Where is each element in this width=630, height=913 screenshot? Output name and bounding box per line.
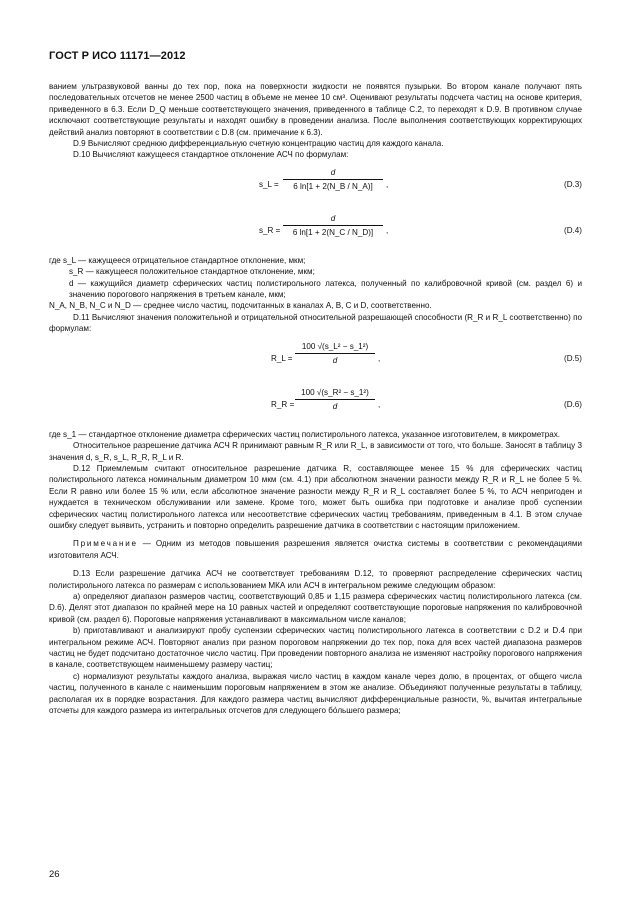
page-body xyxy=(49,81,582,716)
note-label: Примечание xyxy=(73,539,138,549)
formula-d4-fraction xyxy=(283,213,383,239)
legend-sl: где s_L — кажущееся отрицательное стандартное отклонение, мкм; xyxy=(49,255,306,265)
formula-d5-lhs: R_L = xyxy=(271,353,293,363)
formula-d6-number: (D.6) xyxy=(564,399,582,409)
paragraph-d12: D.12 Приемлемым считают относительное разрешение датчика R, составляющее менее 15 % для сферических частиц полистирольного латекса номинальным диаметром 10 мкм (см. 4.1) при абсолютном значении разности между R_R и R_L не более 5 %. Если R равно или более 15 % или, если абсолютное значение разности между R_R и R_L составляет более 5 %, то АСЧ непригоден и нуждается в техническом обслуживании или замене. Кроме того, может быть ошибка при подготовке и анализе проб суспензии сферических частиц полистирольного латекса или несоответствие сферических частиц требованиям, приведенным в 4.1. В этом случае ошибку следует выявить, устранить и повторно определить разрешение датчика в соответствии с настоящим приложением. xyxy=(49,463,582,530)
formula-d6-numerator: 100 √(s_R² − s_1²) xyxy=(301,387,369,397)
formula-d6-tail: , xyxy=(378,399,381,409)
formula-d6-fraction xyxy=(295,387,375,413)
formula-d5 xyxy=(49,341,582,381)
formula-d4-denominator: 6 ln[1 + 2(N_C / N_D)] xyxy=(292,228,374,238)
paragraph-d9: D.9 Вычисляют среднюю дифференциальную счетную концентрацию частиц для каждого канала. xyxy=(73,139,444,149)
formula-d5-number: (D.5) xyxy=(564,353,582,363)
standard-title: ГОСТ Р ИСО 11171—2012 xyxy=(49,50,186,62)
formula-d3-tail: , xyxy=(386,179,389,189)
formula-d4-tail: , xyxy=(386,225,389,235)
formula-d5-numerator: 100 √(s_L² − s_1²) xyxy=(301,341,369,351)
formula-d4-lhs: s_R = xyxy=(259,225,281,235)
formula-d4-number: (D.4) xyxy=(564,225,582,235)
legend-d: d — кажущийся диаметр сферических частиц полистирольного латекса, полученный по калибровочной кривой (см. раздел 6) и значению порогового напряжения в третьем канале, мкм; xyxy=(69,278,582,300)
note xyxy=(49,538,582,561)
legend-s1: где s_1 — стандартное отклонение диаметра сферических частиц полистирольного латекса, указанное изготовителем, в микрометрах. xyxy=(49,429,561,439)
formula-d5-fraction xyxy=(295,341,375,367)
paragraph-d11: D.11 Вычисляют значения положительной и отрицательной относительной разрешающей способности (R_R и R_L соответственно) по формулам: xyxy=(49,312,582,334)
paragraph-d13: D.13 Если разрешение датчика АСЧ не соответствует требованиям D.12, то проверяют распределение сферических частиц полистирольного латекса по размерам с использованием МКА или АСЧ в интегральном режиме следующим образом: xyxy=(49,569,582,590)
formula-d5-tail: , xyxy=(378,353,381,363)
page-number: 26 xyxy=(49,869,60,880)
formula-d3 xyxy=(49,167,582,207)
formula-d4-numerator: d xyxy=(330,213,336,223)
formula-d3-denominator: 6 ln[1 + 2(N_B / N_A)] xyxy=(293,182,373,192)
formula-d6 xyxy=(49,387,582,427)
formula-d3-lhs: s_L = xyxy=(259,179,279,189)
paragraph-d10: D.10 Вычисляют кажущееся стандартное отклонение АСЧ по формулам: xyxy=(73,150,349,160)
legend-n: N_A, N_B, N_C и N_D — среднее число частиц, подсчитанных в каналах А, В, С и D, соответственно. xyxy=(49,301,432,311)
list-item-c: c) нормализуют результаты каждого анализа, выражая число частиц в каждом канале через долю, в процентах, от общего числа частиц, полученного в канале с наименьшим пороговым напряжением в этом же анализе. Объединяют полученные результаты в таблицу, располагая их в порядке возрастания. Для каждого размера частиц вычисляют дифференциальные разности, %, вычитая интегральные отсчеты для каждого размера из интегральных отсчетов для следующего бо́льшего размера; xyxy=(49,671,582,716)
formula-d3-numerator: d xyxy=(330,167,336,177)
note-text: — Одним из методов повышения разрешения является очистка системы в соответствии с рекомендациями изготовителя АСЧ. xyxy=(49,539,582,560)
formula-d6-lhs: R_R = xyxy=(271,399,295,409)
formula-d6-denominator: d xyxy=(332,402,338,412)
legend-sr: s_R — кажущееся положительное стандартное отклонение, мкм; xyxy=(69,267,315,277)
list-item-a: a) определяют диапазон размеров частиц, соответствующий 0,85 и 1,15 размера сферических частиц полистирольного латекса (см. D.6). Делят этот диапазон по крайней мере на 10 равных частей и определяют соответствующие пороговые напряжения по калибровочной кривой (см. раздел 6). Пороговые напряжения устанавливают в максимальном числе каналов; xyxy=(49,591,582,624)
formula-d5-denominator: d xyxy=(332,356,338,366)
paragraph-resolution: Относительное разрешение датчика АСЧ R принимают равным R_R или R_L, в зависимости от того, что больше. Заносят в таблицу 3 значения d, s_R, s_L, R_R, R_L и R. xyxy=(49,441,582,462)
paragraph-continuation: ванием ультразвуковой ванны до тех пор, пока на поверхности жидкости не появятся пузырьки. Во втором канале получают пять последовательных отсчетов не менее 2500 частиц в объеме не менее 10 см³. Оценивают результаты подсчета частиц на основе критерия, приведенного в 6.3. Если D_Q меньше соответствующего значения, приведенного в таблице С.2, то переходят к D.9. В противном случае исключают соответствующие результаты и находят ошибку в проведении анализа. После выполнения соответствующих корректирующих действий анализ повторяют в соответствии с D.8 (см. примечание к 6.3). xyxy=(49,82,582,137)
list-item-b: b) приготавливают и анализируют пробу суспензии сферических частиц полистирольного латекса в соответствии с D.2 и D.4 при интегральном режиме АСЧ. Повторяют анализ при разном пороговом напряжении до тех пор, пока для всех частей диапазона размеров частиц не будет подсчитано достаточное число частиц. При проведении повторного анализа не изменяют настройку порогового напряжения в канале, соответствующем наименьшему размеру частиц; xyxy=(49,626,582,670)
formula-d3-fraction xyxy=(283,167,383,193)
formula-d3-number: (D.3) xyxy=(564,179,582,189)
formula-d4 xyxy=(49,213,582,253)
